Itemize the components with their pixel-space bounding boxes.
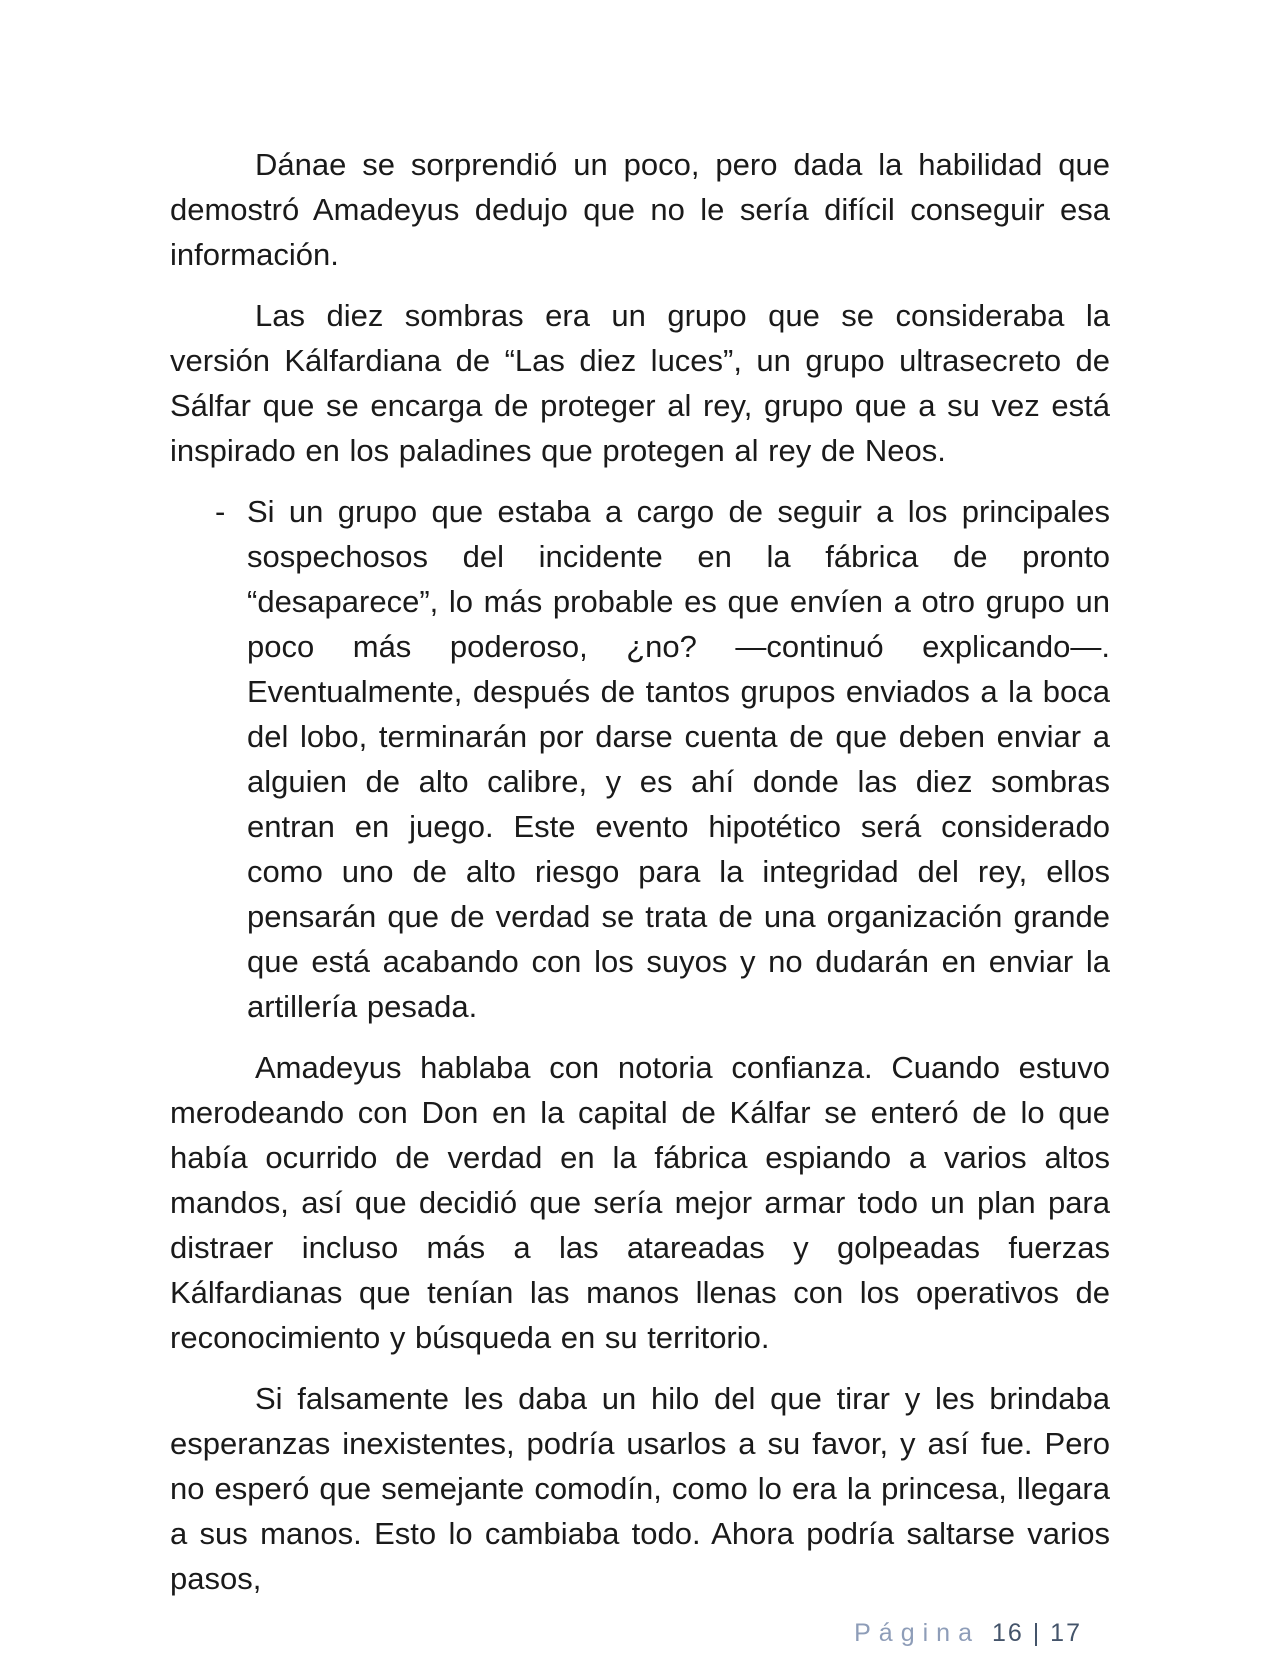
bullet-dash-marker: - [215,494,226,529]
bullet-item-text: Si un grupo que estaba a cargo de seguir a los principales sospechosos del incidente en la fábrica de pronto “desaparece”, lo más probable es que envíen a otro grupo un poco más poderoso, ¿no? —continuó explicando—. Eventualmente, después de tantos grupos enviados a la boca del lobo, terminarán por darse cuenta de que deben enviar a alguien de alto calibre, y es ahí donde las diez sombras entran en juego. Este evento hipotético será considerado como uno de alto riesgo para la integridad del rey, ellos pensarán que de verdad se trata de una organización grande que está acabando con los suyos y no dudarán en enviar la artillería pesada. [247,494,1110,1024]
footer-page-label: Página [854,1619,980,1647]
paragraph-si-falsamente: Si falsamente les daba un hilo del que tirar y les brindaba esperanzas inexistentes, podría usarlos a su favor, y así fue. Pero no esperó que semejante comodín, como lo era la princesa, llegara a sus manos. Esto lo cambiaba todo. Ahora podría saltarse varios pasos, [170,1381,1110,1596]
bullet-item [170,489,1110,1029]
footer-page-number: 16 | 17 [991,1619,1082,1647]
paragraph-las-diez-sombras: Las diez sombras era un grupo que se consideraba la versión Kálfardiana de “Las diez luces”, un grupo ultrasecreto de Sálfar que se encarga de proteger al rey, grupo que a su vez está inspirado en los paladines que protegen al rey de Neos. [170,298,1110,468]
paragraph-amadeyus-hablaba: Amadeyus hablaba con notoria confianza. Cuando estuvo merodeando con Don en la capital de Kálfar se enteró de lo que había ocurrido de verdad en la fábrica espiando a varios altos mandos, así que decidió que sería mejor armar todo un plan para distraer incluso más a las atareadas y golpeadas fuerzas Kálfardianas que tenían las manos llenas con los operativos de reconocimiento y búsqueda en su territorio. [170,1050,1110,1355]
page-footer [170,1617,1110,1649]
paragraph-danae-sorprendio: Dánae se sorprendió un poco, pero dada la habilidad que demostró Amadeyus dedujo que no le sería difícil conseguir esa información. [170,147,1110,272]
